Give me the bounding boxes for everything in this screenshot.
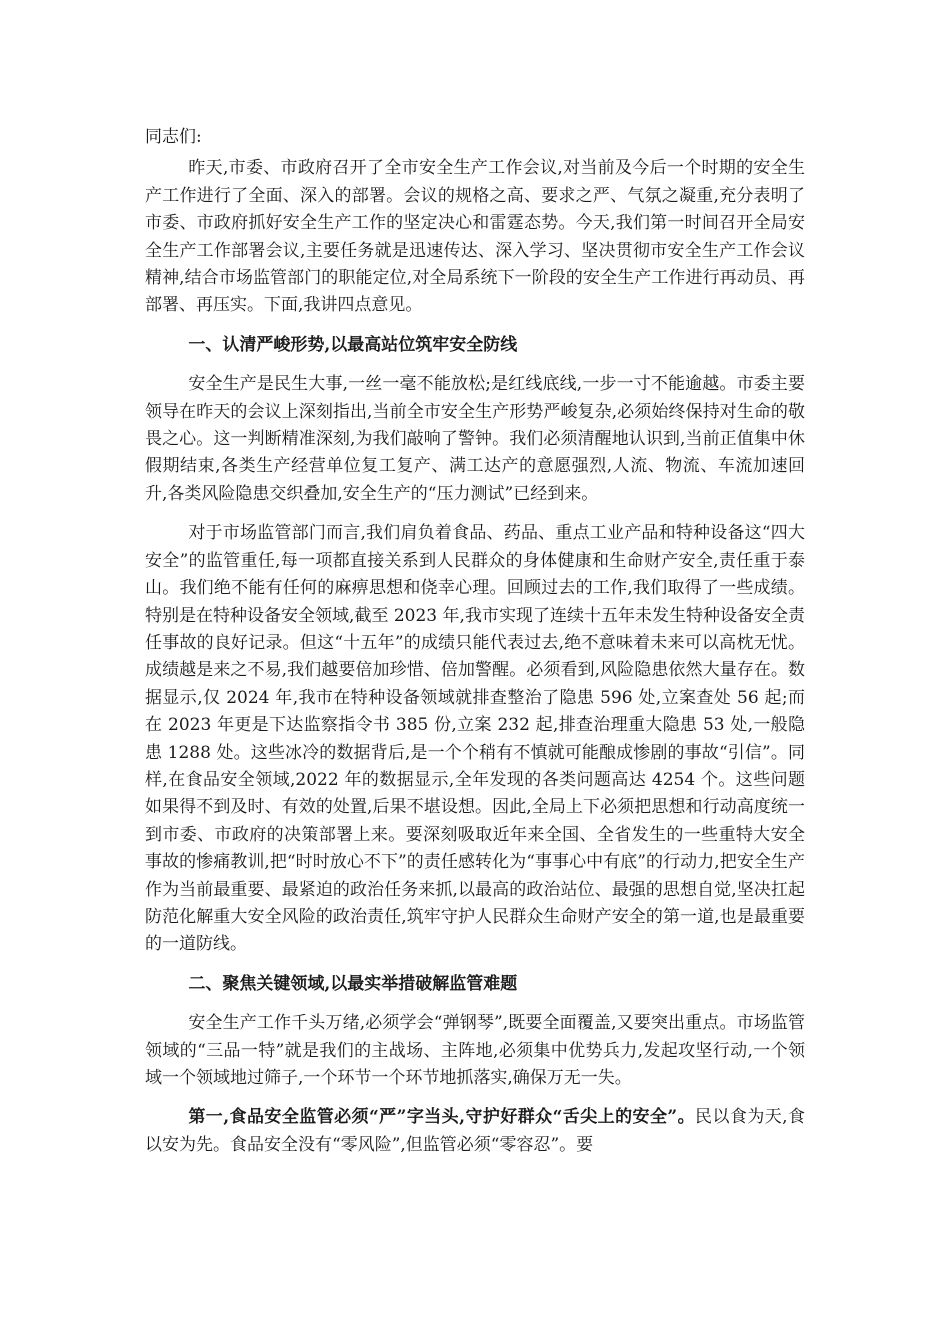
heading-section-1: 一、认清严峻形势,以最高站位筑牢安全防线 [188,334,518,355]
paragraph-1-1: 安全生产是民生大事,一丝一毫不能放松;是红线底线,一步一寸不能逾越。市委主要领导在昨天的会议上深刻指出,当前全市安全生产形势严峻复杂,必须始终保持对生命的敬畏之心。这一判断精准深刻,为我们敲响了警钟。我们必须清醒地认识到,当前正值集中休假期结束,各类生产经营单位复工复产、满工达产的意愿强烈,人流、物流、车流加速回升,各类风险隐患交织叠加,安全生产的“压力测试”已经到来。 [145,374,805,504]
document-page [145,124,805,1171]
paragraph-intro: 昨天,市委、市政府召开了全市安全生产工作会议,对当前及今后一个时期的安全生产工作进行了全面、深入的部署。会议的规格之高、要求之严、气氛之凝重,充分表明了市委、市政府抓好安全生产工作的坚定决心和雷霆态势。今天,我们第一时间召开全局安全生产工作部署会议,主要任务就是迅速传达、深入学习、坚决贯彻市安全生产工作会议精神,结合市场监管部门的职能定位,对全局系统下一阶段的安全生产工作进行再动员、再部署、再压实。下面,我讲四点意见。 [145,158,805,316]
paragraph-1-2: 对于市场监管部门而言,我们肩负着食品、药品、重点工业产品和特种设备这“四大安全”的监管重任,每一项都直接关系到人民群众的身体健康和生命财产安全,责任重于泰山。我们绝不能有任何的麻痹思想和侥幸心理。回顾过去的工作,我们取得了一些成绩。特别是在特种设备安全领域,截至 2023 年,我市实现了连续十五年未发生特种设备安全责任事故的良好记录。但这“十五年”的成绩只能代表过去,绝不意味着未来可以高枕无忧。成绩越是来之不易,我们越要倍加珍惜、倍加警醒。必须看到,风险隐患依然大量存在。数据显示,仅 2024 年,我市在特种设备领域就排查整治了隐患 596 处,立案查处 56 起;而在 2023 年更是下达监察指令书 385 份,立案 232 起,排查治理重大隐患 53 处,一般隐患 1288 处。这些冰冷的数据背后,是一个个稍有不慎就可能酿成惨剧的事故“引信”。同样,在食品安全领域,2022 年的数据显示,全年发现的各类问题高达 4254 个。这些问题如果得不到及时、有效的处置,后果不堪设想。因此,全局上下必须把思想和行动高度统一到市委、市政府的决策部署上来。要深刻吸取近年来全国、全省发生的一些重特大安全事故的惨痛教训,把“时时放心不下”的责任感转化为“事事心中有底”的行动力,把安全生产作为当前最重要、最紧迫的政治任务来抓,以最高的政治站位、最强的思想自觉,坚决扛起防范化解重大安全风险的政治责任,筑牢守护人民群众生命财产安全的第一道,也是最重要的一道防线。 [145,523,805,955]
heading-section-2: 二、聚焦关键领域,以最实举措破解监管难题 [188,973,518,994]
greeting: 同志们: [145,127,202,147]
paragraph-bold-lead: 第一,食品安全监管必须“严”字当头,守护好群众“舌尖上的安全”。 [188,1107,696,1128]
paragraph-2-2 [145,1104,805,1159]
paragraph-2-1: 安全生产工作千头万绪,必须学会“弹钢琴”,既要全面覆盖,又要突出重点。市场监管领域的“三品一特”就是我们的主战场、主阵地,必须集中优势兵力,发起攻坚行动,一个领域一个领域地过筛子,一个环节一个环节地抓落实,确保万无一失。 [145,1013,805,1088]
paragraph-text: 民以食为天,食以安为先。食品安全没有“零风险”,但监管必须“零容忍”。要 [145,1107,806,1155]
